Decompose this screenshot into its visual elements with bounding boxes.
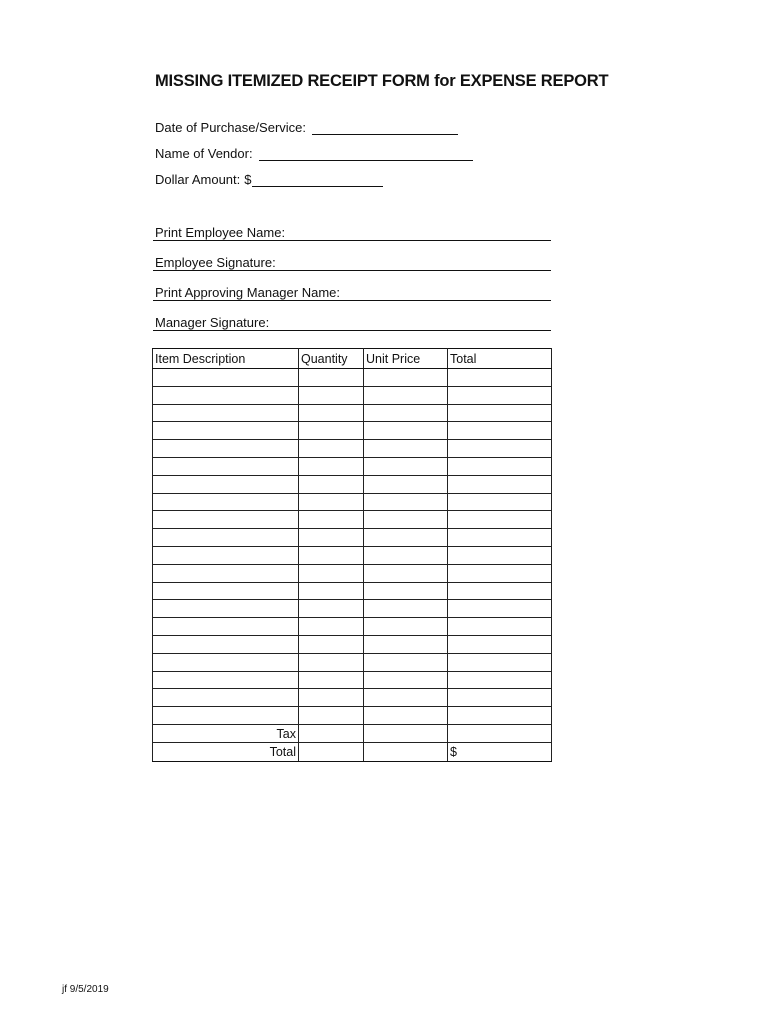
quantity-cell[interactable] — [299, 386, 364, 404]
print-employee-name-field[interactable] — [153, 224, 551, 241]
table-row — [153, 600, 552, 618]
page-title: MISSING ITEMIZED RECEIPT FORM for EXPENSE REPORT — [155, 72, 609, 90]
table-row — [153, 618, 552, 636]
header-quantity: Quantity — [299, 349, 364, 369]
total-cell[interactable] — [448, 546, 552, 564]
tax-label: Tax — [153, 724, 299, 743]
item-description-cell[interactable] — [153, 511, 299, 529]
quantity-cell[interactable] — [299, 457, 364, 475]
total-cell[interactable] — [448, 653, 552, 671]
item-description-cell[interactable] — [153, 582, 299, 600]
unit-price-cell[interactable] — [364, 511, 448, 529]
total-cell[interactable] — [448, 635, 552, 653]
employee-signature-label: Employee Signature: — [155, 255, 276, 270]
tax-row — [153, 724, 552, 743]
unit-price-cell[interactable] — [364, 529, 448, 547]
table-row — [153, 493, 552, 511]
unit-price-cell[interactable] — [364, 369, 448, 387]
unit-price-cell[interactable] — [364, 422, 448, 440]
table-row — [153, 635, 552, 653]
item-description-cell[interactable] — [153, 529, 299, 547]
table-row — [153, 689, 552, 707]
quantity-cell[interactable] — [299, 618, 364, 636]
unit-price-cell[interactable] — [364, 457, 448, 475]
itemized-table — [152, 348, 552, 762]
header-total: Total — [448, 349, 552, 369]
table-row — [153, 369, 552, 387]
unit-price-cell[interactable] — [364, 671, 448, 689]
total-cell[interactable] — [448, 564, 552, 582]
item-description-cell[interactable] — [153, 600, 299, 618]
unit-price-cell[interactable] — [364, 440, 448, 458]
quantity-cell[interactable] — [299, 369, 364, 387]
header-unit-price: Unit Price — [364, 349, 448, 369]
header-item-description: Item Description — [153, 349, 299, 369]
table-row — [153, 386, 552, 404]
item-description-cell[interactable] — [153, 404, 299, 422]
total-cell[interactable] — [448, 404, 552, 422]
quantity-cell[interactable] — [299, 475, 364, 493]
total-cell[interactable] — [448, 422, 552, 440]
table-row — [153, 511, 552, 529]
date-of-purchase-label: Date of Purchase/Service: — [155, 120, 307, 135]
table-row — [153, 457, 552, 475]
total-cell[interactable] — [448, 600, 552, 618]
total-cell[interactable] — [448, 689, 552, 707]
total-cell[interactable] — [448, 671, 552, 689]
total-cell[interactable] — [448, 582, 552, 600]
date-of-purchase-row — [155, 120, 458, 135]
total-cell[interactable] — [448, 475, 552, 493]
table-row — [153, 422, 552, 440]
total-cell[interactable] — [448, 457, 552, 475]
unit-price-cell[interactable] — [364, 653, 448, 671]
vendor-name-field[interactable] — [259, 147, 473, 161]
table-row — [153, 653, 552, 671]
manager-signature-label: Manager Signature: — [155, 315, 270, 330]
dollar-amount-row — [155, 172, 383, 187]
quantity-cell[interactable] — [299, 404, 364, 422]
table-row — [153, 707, 552, 725]
quantity-cell[interactable] — [299, 529, 364, 547]
item-description-cell[interactable] — [153, 564, 299, 582]
unit-price-cell[interactable] — [364, 564, 448, 582]
grand-total-row — [153, 743, 552, 762]
vendor-name-row — [155, 146, 473, 161]
quantity-cell[interactable] — [299, 511, 364, 529]
unit-price-cell[interactable] — [364, 635, 448, 653]
tax-total-cell[interactable] — [448, 724, 552, 743]
quantity-cell[interactable] — [299, 582, 364, 600]
employee-signature-field[interactable] — [153, 254, 551, 271]
quantity-cell[interactable] — [299, 707, 364, 725]
print-manager-name-label: Print Approving Manager Name: — [155, 285, 340, 300]
item-description-cell[interactable] — [153, 493, 299, 511]
total-cell[interactable] — [448, 440, 552, 458]
grand-total-quantity-cell[interactable] — [299, 743, 364, 762]
item-description-cell[interactable] — [153, 369, 299, 387]
quantity-cell[interactable] — [299, 564, 364, 582]
quantity-cell[interactable] — [299, 422, 364, 440]
unit-price-cell[interactable] — [364, 546, 448, 564]
unit-price-cell[interactable] — [364, 618, 448, 636]
item-description-cell[interactable] — [153, 440, 299, 458]
unit-price-cell[interactable] — [364, 386, 448, 404]
tax-unit-price-cell[interactable] — [364, 724, 448, 743]
unit-price-cell[interactable] — [364, 707, 448, 725]
item-description-cell[interactable] — [153, 671, 299, 689]
item-description-cell[interactable] — [153, 635, 299, 653]
table-header-row — [153, 349, 552, 369]
unit-price-cell[interactable] — [364, 404, 448, 422]
unit-price-cell[interactable] — [364, 689, 448, 707]
print-employee-name-label: Print Employee Name: — [155, 225, 286, 240]
quantity-cell[interactable] — [299, 546, 364, 564]
total-cell[interactable] — [448, 386, 552, 404]
quantity-cell[interactable] — [299, 635, 364, 653]
table-row — [153, 475, 552, 493]
total-cell[interactable] — [448, 618, 552, 636]
item-description-cell[interactable] — [153, 653, 299, 671]
total-cell[interactable] — [448, 369, 552, 387]
table-row — [153, 440, 552, 458]
item-description-cell[interactable] — [153, 422, 299, 440]
print-manager-name-field[interactable] — [153, 284, 551, 301]
unit-price-cell[interactable] — [364, 582, 448, 600]
item-description-cell[interactable] — [153, 546, 299, 564]
item-description-cell[interactable] — [153, 457, 299, 475]
dollar-amount-field[interactable] — [252, 173, 383, 187]
unit-price-cell[interactable] — [364, 493, 448, 511]
footer-note: jf 9/5/2019 — [62, 984, 109, 995]
item-description-cell[interactable] — [153, 475, 299, 493]
item-description-cell[interactable] — [153, 689, 299, 707]
quantity-cell[interactable] — [299, 689, 364, 707]
quantity-cell[interactable] — [299, 671, 364, 689]
table-row — [153, 564, 552, 582]
quantity-cell[interactable] — [299, 440, 364, 458]
dollar-sign: $ — [244, 172, 252, 187]
total-cell[interactable] — [448, 707, 552, 725]
unit-price-cell[interactable] — [364, 600, 448, 618]
dollar-amount-label: Dollar Amount: — [155, 172, 241, 187]
quantity-cell[interactable] — [299, 600, 364, 618]
total-cell[interactable] — [448, 493, 552, 511]
grand-total-cell[interactable] — [448, 743, 552, 762]
unit-price-cell[interactable] — [364, 475, 448, 493]
item-description-cell[interactable] — [153, 618, 299, 636]
table-row — [153, 529, 552, 547]
total-cell[interactable] — [448, 529, 552, 547]
grand-total-dollar-sign: $ — [450, 745, 457, 760]
quantity-cell[interactable] — [299, 653, 364, 671]
table-row — [153, 404, 552, 422]
table-row — [153, 582, 552, 600]
vendor-name-label: Name of Vendor: — [155, 146, 253, 161]
item-description-cell[interactable] — [153, 707, 299, 725]
grand-total-unit-price-cell[interactable] — [364, 743, 448, 762]
manager-signature-field[interactable] — [153, 314, 551, 331]
table-row — [153, 546, 552, 564]
quantity-cell[interactable] — [299, 493, 364, 511]
tax-quantity-cell[interactable] — [299, 724, 364, 743]
total-cell[interactable] — [448, 511, 552, 529]
grand-total-label: Total — [153, 743, 299, 762]
date-of-purchase-field[interactable] — [312, 121, 458, 135]
table-row — [153, 671, 552, 689]
item-description-cell[interactable] — [153, 386, 299, 404]
